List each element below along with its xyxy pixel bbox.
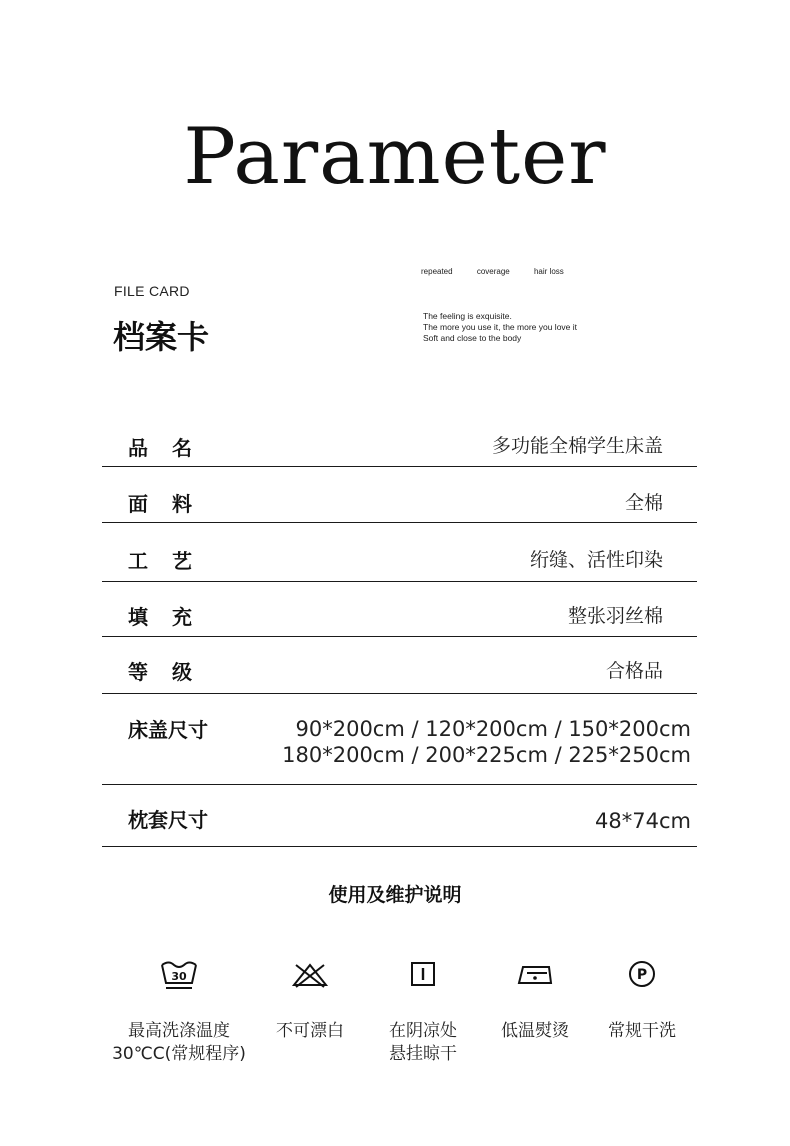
care-text bbox=[104, 1020, 254, 1066]
description-line: Soft and close to the body bbox=[423, 333, 522, 343]
care-line: 常规干洗 bbox=[608, 1021, 676, 1041]
care-item-wash bbox=[104, 956, 254, 1066]
param-label: 品名 bbox=[128, 436, 216, 460]
care-line: 最高洗涤温度 bbox=[128, 1021, 230, 1041]
param-row-filling bbox=[102, 581, 697, 637]
care-line: 悬挂晾干 bbox=[389, 1044, 457, 1064]
param-label: 填充 bbox=[128, 605, 216, 629]
care-title: 使用及维护说明 bbox=[328, 884, 462, 906]
param-value: 合格品 bbox=[605, 660, 663, 682]
param-value: 绗缝、活性印染 bbox=[529, 549, 663, 571]
care-line: 不可漂白 bbox=[276, 1021, 344, 1041]
page-title: Parameter bbox=[183, 112, 607, 202]
param-label: 枕套尺寸 bbox=[128, 808, 208, 832]
description-line: The more you use it, the more you love it bbox=[423, 322, 578, 332]
size-line: 180*200cm / 200*225cm / 225*250cm bbox=[282, 743, 691, 767]
tag-coverage: coverage bbox=[476, 267, 510, 276]
wash-30-icon bbox=[104, 956, 254, 992]
param-value: 48*74cm bbox=[595, 809, 691, 833]
param-row-fabric bbox=[102, 466, 697, 523]
dry-clean-p-icon bbox=[567, 956, 717, 992]
care-line: 30℃C(常规程序) bbox=[112, 1044, 246, 1064]
param-row-name bbox=[102, 424, 697, 467]
description-line: The feeling is exquisite. bbox=[423, 311, 512, 321]
param-row-craft bbox=[102, 522, 697, 582]
care-line: 在阴凉处 bbox=[389, 1021, 457, 1041]
care-item-dryclean bbox=[567, 956, 717, 1043]
file-card-cn: 档案卡 bbox=[113, 318, 210, 356]
dryclean-letter: P bbox=[636, 967, 648, 983]
size-line: 90*200cm / 120*200cm / 150*200cm bbox=[295, 717, 691, 741]
care-line: 低温熨烫 bbox=[501, 1021, 569, 1041]
param-row-pillow-size bbox=[102, 784, 697, 847]
param-label: 工艺 bbox=[128, 549, 216, 573]
param-label: 床盖尺寸 bbox=[128, 718, 208, 742]
param-value bbox=[282, 716, 691, 768]
param-value: 整张羽丝棉 bbox=[567, 605, 663, 627]
tag-hair-loss: hair loss bbox=[533, 267, 564, 276]
param-row-cover-size bbox=[102, 693, 697, 785]
param-value: 多功能全棉学生床盖 bbox=[491, 435, 663, 457]
param-label: 面料 bbox=[128, 492, 216, 516]
wash-temp: 30 bbox=[171, 970, 187, 983]
care-text bbox=[567, 1020, 717, 1043]
tag-list bbox=[421, 267, 586, 276]
file-card-en: FILE CARD bbox=[114, 283, 190, 299]
param-value: 全棉 bbox=[624, 492, 663, 514]
param-label: 等级 bbox=[128, 660, 216, 684]
description bbox=[423, 311, 577, 344]
tag-repeated: repeated bbox=[421, 267, 453, 276]
param-row-grade bbox=[102, 636, 697, 694]
